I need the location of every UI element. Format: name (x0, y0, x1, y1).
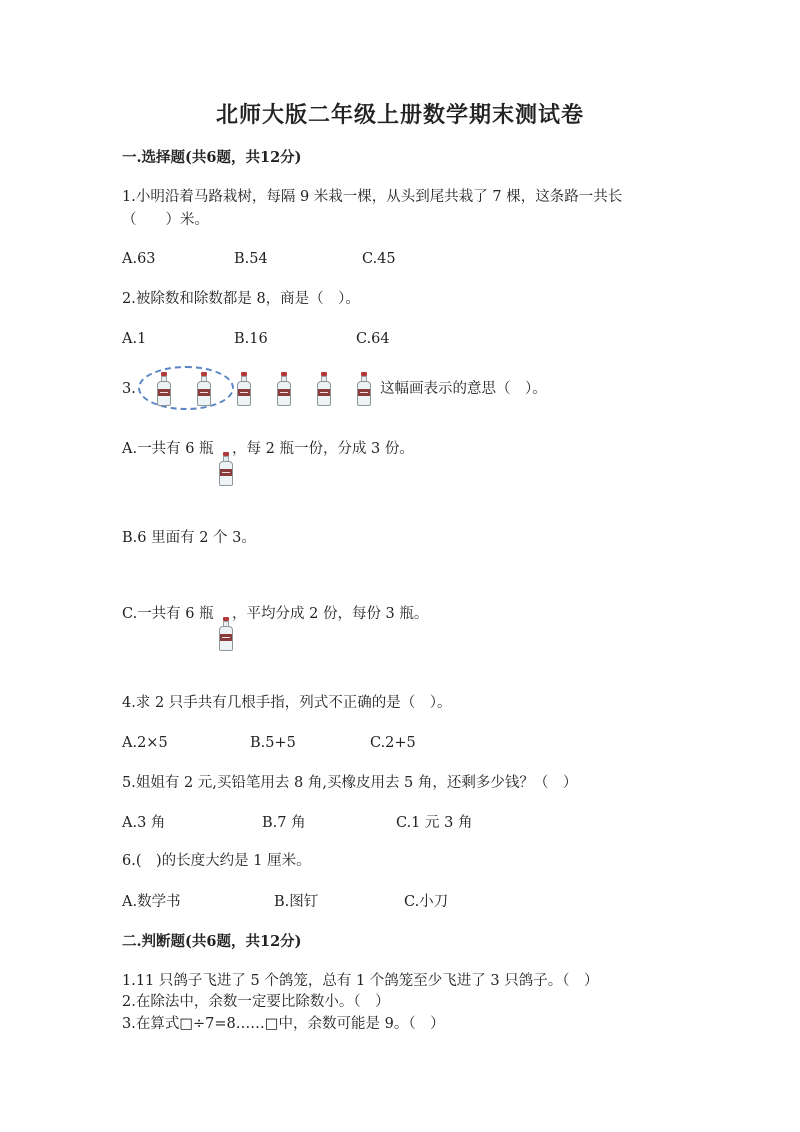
judge-item-3: 3.在算式□÷7=8……□中，余数可能是 9。（ ） (122, 1016, 445, 1032)
q5-option-c: C.1 元 3 角 (396, 815, 473, 831)
q5-text: 5.姐姐有 2 元,买铅笔用去 8 角,买橡皮用去 5 角，还剩多少钱？（ ） (122, 775, 578, 791)
q1-option-c: C.45 (362, 251, 396, 267)
q2-text: 2.被除数和除数都是 8，商是（ ）。 (122, 291, 360, 307)
bottle-icon (357, 372, 371, 406)
q3-text: 这幅画表示的意思（ ）。 (380, 381, 547, 397)
q4-option-c: C.2+5 (370, 735, 416, 751)
q1-text-cont: （ ）米。 (122, 212, 209, 228)
section2-heading: 二.判断题(共6题，共12分) (122, 933, 302, 950)
bottle-icon (197, 372, 211, 406)
q6-option-b: B.图钉 (274, 894, 319, 910)
q3-option-c: C.一共有 6 瓶 (122, 606, 214, 622)
q6-text: 6.( )的长度大约是 1 厘米。 (122, 853, 311, 869)
q3-option-c-cont: ，平均分成 2 份，每份 3 瓶。 (232, 606, 429, 622)
q3-option-b: B.6 里面有 2 个 3。 (122, 530, 256, 546)
q2-option-b: B.16 (234, 331, 268, 347)
q6-option-c: C.小刀 (404, 894, 449, 910)
q1-option-a: A.63 (122, 251, 156, 267)
q3-number: 3. (122, 381, 136, 397)
q1-option-b: B.54 (234, 251, 268, 267)
q2-option-a: A.1 (122, 331, 147, 347)
bottle-icon (277, 372, 291, 406)
q3-option-a: A.一共有 6 瓶 (122, 441, 214, 457)
judge-item-2: 2.在除法中，余数一定要比除数小。（ ） (122, 994, 390, 1010)
bottle-icon (219, 617, 233, 651)
bottle-icon (219, 452, 233, 486)
bottle-icon (157, 372, 171, 406)
bottle-icon (237, 372, 251, 406)
q1-text: 1.小明沿着马路栽树，每隔 9 米栽一棵，从头到尾共栽了 7 棵，这条路一共长 (122, 189, 623, 205)
bottle-icon (317, 372, 331, 406)
q6-option-a: A.数学书 (122, 894, 181, 910)
page-title: 北师大版二年级上册数学期末测试卷 (215, 102, 584, 128)
q2-option-c: C.64 (356, 331, 390, 347)
q4-option-b: B.5+5 (250, 735, 296, 751)
q5-option-b: B.7 角 (262, 815, 306, 831)
judge-item-1: 1.11 只鸽子飞进了 5 个鸽笼，总有 1 个鸽笼至少飞进了 3 只鸽子。（ ） (122, 973, 599, 989)
bottle-group-ellipse (138, 366, 234, 410)
q3-option-a-cont: ，每 2 瓶一份，分成 3 份。 (232, 441, 414, 457)
q5-option-a: A.3 角 (122, 815, 166, 831)
q4-text: 4.求 2 只手共有几根手指，列式不正确的是（ ）。 (122, 695, 452, 711)
q4-option-a: A.2×5 (122, 735, 168, 751)
section1-heading: 一.选择题(共6题，共12分) (122, 149, 302, 166)
